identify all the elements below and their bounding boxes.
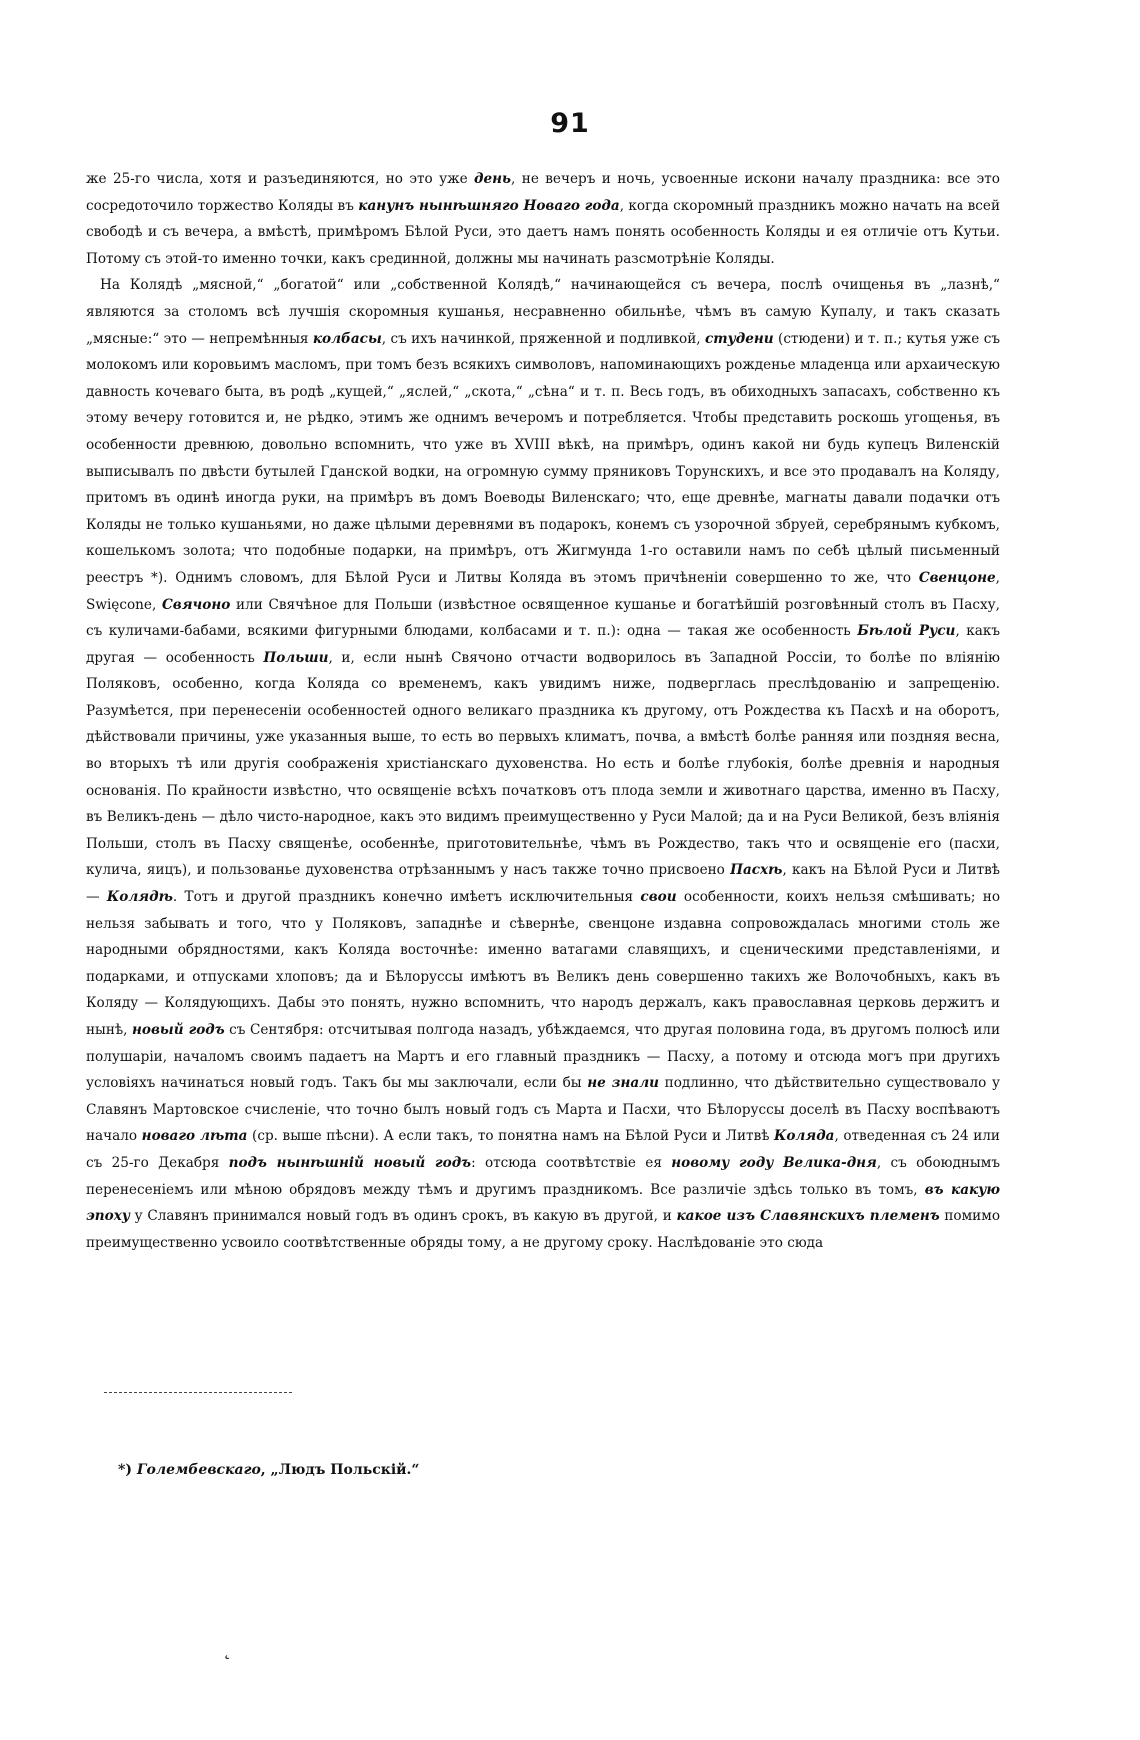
text-run: , не вечеръ и ночь, усвоенные искони началу праздника: все это сосредоточило торжество Коляды въ [86,171,1000,214]
text-run: , Swięcone, [86,569,1000,613]
emphasized-text: въ какую эпоху [86,1181,1000,1225]
text-run: у Славянъ принимался новый годъ въ одинъ срокъ, въ какую въ другой, и [129,1208,677,1225]
footnote [118,1462,419,1478]
text-run: . Тотъ и другой праздникъ конечно имѣетъ исключительныя [172,889,641,906]
paragraph [86,272,1000,1256]
text-run: съ Сентября: отсчитывая полгода назадъ, убѣждаемся, что другая половина года, въ другомъ полюсѣ или полушаріи, началомъ своимъ падаетъ на Мартъ и его главный праздникъ — Пасху, а потому и отсюда могъ при другихъ условіяхъ начинаться новый годъ. Такъ бы мы заключали, если бы [86,1022,1001,1092]
emphasized-text: колбасы [312,330,382,347]
emphasized-text: Бѣлой Руси [857,623,956,640]
text-run: (ср. выше пѣсни). А если такъ, то понятна намъ на Бѣлой Руси и Литвѣ [247,1128,774,1145]
emphasized-text: Свячоно [161,596,231,613]
page-number: 91 [550,108,590,139]
emphasized-text: Колядѣ [106,889,173,906]
emphasized-text: канунъ нынѣшняго Новаго года [358,197,620,214]
footnote-author: Голембевскаго [136,1462,261,1478]
text-run: или Свячѣное для Польши (извѣстное освященное кушанье и богатѣйшій розговѣнный столъ въ Пасху, съ куличами-бабами, всякими фигурными блюдами, колбасами и т. п.): одна — такая же особенность [86,596,1000,640]
emphasized-text: студени [704,330,774,347]
text-run: особенности, коихъ нельзя смѣшивать; но нельзя забывать и того, что у Поляковъ, западнѣе и сѣвернѣе, свенцоне издавна сопровождалась многими столь же народными обрядностями, какъ Коляда восточнѣе: именно ватагами славящихъ, и сценическими представленіями, и подарками, и отпусками хлоповъ; да и Бѣлоруссы имѣютъ въ Великъ день совершенно такихъ же Волочобныхъ, какъ въ Коляду — Колядующихъ. Дабы это понять, нужно вспомнить, что народъ держалъ, какъ православная церковь держитъ и нынѣ, [86,889,1000,1038]
emphasized-text: подъ нынѣшній новый годъ [228,1154,472,1171]
text-run: , отведенная съ 24 или съ 25-го Декабря [86,1128,1000,1171]
paragraph [86,166,1000,272]
emphasized-text: свои [640,889,677,906]
text-run: подлинно, что дѣйствительно существовало у Славянъ Мартовское счисленіе, что точно былъ новый годъ съ Марта и Пасхи, что Бѣлоруссы доселѣ въ Пасху воспѣваютъ начало [86,1075,1000,1145]
text-run: , какъ на Бѣлой Руси и Литвѣ — [86,862,1000,906]
text-run: же 25-го числа, хотя и разъединяются, но это уже [86,171,475,187]
emphasized-text: новому году Велика-дня [671,1154,877,1171]
text-run: На Колядѣ „мясной,“ „богатой“ или „собственной Колядѣ,“ начинающейся съ вечера, послѣ очищенья въ „лазнѣ,“ являются за столомъ всѣ лучшія скоромныя кушанья, несравненно обильнѣе, чѣмъ въ самую Купалу, и такъ сказать „мясные:“ это — непремѣнныя [86,277,1000,347]
emphasized-text: Коляда [774,1128,835,1145]
main-text [86,166,1000,1256]
text-run: , какъ другая — особенность [86,623,1000,666]
text-run: , когда скоромный праздникъ можно начать на всей свободѣ и съ вечера, а вмѣстѣ, примѣромъ Бѣлой Руси, это даетъ намъ понять особенность Коляды и ея отличіе отъ Кутьи. Потому съ этой-то именно точки, какъ срединной, должны мы начинать разсмотрѣніе Коляды. [86,197,1001,267]
text-run: , и, если нынѣ Свячоно отчасти водворилось въ Западной Россіи, то болѣе по вліянію Поляковъ, особенно, когда Коляда со временемъ, какъ увидимъ ниже, подверглась преслѣдованію и запрещенію. Разумѣется, при перенесеніи особенностей одного великаго праздника къ другому, отъ Рождества къ Пасхѣ и на оборотъ, дѣйствовали причины, уже указанныя выше, то есть во первыхъ климатъ, почва, а вмѣстѣ болѣе ранняя или поздняя весна, во вторыхъ тѣ или другія соображенія христіанскаго духовенства. Но есть и болѣе глубокія, болѣе древнія и народныя основанія. По крайности извѣстно, что освященіе всѣхъ початковъ отъ плода земли и животнаго царства, именно въ Пасху, въ Великъ-день — дѣло чисто-народное, какъ это видимъ преимущественно у Руси Малой; да и на Руси Великой, безъ вліянія Польши, столъ въ Пасху священѣе, особеннѣе, приготовительнѣе, чѣмъ въ Рождество, такъ что и освященіе его (пасхи, кулича, яицъ), и пользованье духовенства отрѣзаннымъ у насъ также точно присвоено [86,649,1001,879]
text-run: : отсюда соотвѣтствіе ея [471,1154,672,1171]
emphasized-text: какое изъ Славянскихъ племенъ [676,1208,940,1225]
footnote-divider [104,1392,292,1393]
emphasized-text: Свенцоне [918,569,996,586]
emphasized-text: Польши [263,649,329,666]
footnote-title: , „Людъ Польскій.“ [260,1462,420,1478]
text-run: , съ ихъ начинкой, пряженной и подливкой, [381,330,705,347]
text-run: помимо преимущественно усвоило соотвѣтственные обряды тому, а не другому сроку. Наслѣдованіе это сюда [86,1208,1001,1251]
stray-ink-mark: ˛ [222,1636,232,1660]
text-run: , съ обоюднымъ перенесеніемъ или мѣною обрядовъ между тѣмъ и другимъ праздникомъ. Все различіе здѣсь только въ томъ, [86,1154,1000,1198]
footnote-marker: *) [118,1462,132,1478]
emphasized-text: не знали [587,1075,660,1092]
emphasized-text: Пасхѣ [730,862,783,879]
emphasized-text: день [474,171,512,187]
emphasized-text: новаго лѣта [141,1128,248,1145]
emphasized-text: новый годъ [132,1022,225,1038]
text-run: (стюдени) и т. п.; кутья уже съ молокомъ или коровьимъ масломъ, при томъ безъ всякихъ символовъ, напоминающихъ рожденье младенца или архаическую давность кочеваго быта, въ родѣ „кущей,“ „яслей,“ „скота,“ „сѣна“ и т. п. Весь годъ, въ обиходныхъ запасахъ, собственно къ этому вечеру готовится и, не рѣдко, этимъ же однимъ вечеромъ и потребляется. Чтобы представить роскошь угощенья, въ особенности древнюю, довольно вспомнить, что уже въ XVIII вѣкѣ, на примѣръ, одинъ какой ни будь купецъ Виленскій выписывалъ по двѣсти бутылей Гданской водки, на огромную сумму пряниковъ Торунскихъ, и все это продавалъ на Коляду, притомъ въ одинѣ иногда руки, на примѣръ въ домъ Воеводы Виленскаго; что, еще древнѣе, магнаты давали подачки отъ Коляды не только кушаньями, но даже цѣлыми деревнями въ подарокъ, конемъ съ узорочной збруей, серебрянымъ кубкомъ, кошелькомъ золота; что подобные подарки, на примѣръ, отъ Жигмунда 1-го оставили намъ по себѣ цѣлый письменный реестръ *). Однимъ словомъ, для Бѣлой Руси и Литвы Коляда въ этомъ причѣненіи совершенно то же, что [86,330,1000,586]
